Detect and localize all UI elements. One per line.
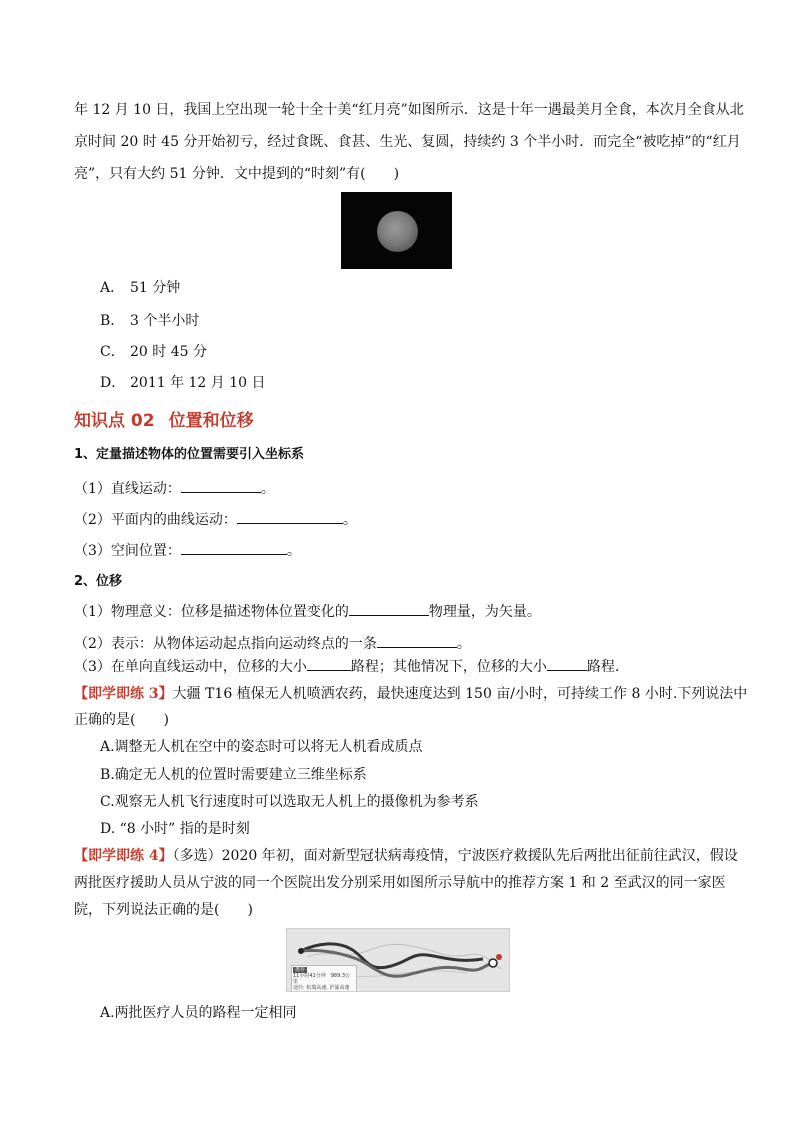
drill-3-answer-b: B.确定无人机的位置时需要建立三维坐标系	[100, 767, 367, 783]
drill-tag: 【即学即练 3】	[74, 686, 173, 702]
drill-3-answer-d: D. “8 小时” 指的是时刻	[100, 821, 250, 837]
answer-blank	[377, 633, 457, 648]
answer-blank	[181, 540, 287, 555]
answer-blank	[181, 478, 261, 493]
drill-tag: 【即学即练 4】	[74, 848, 173, 864]
drill-3-question: 【即学即练 3】大疆 T16 植保无人机喷洒农药，最快速度达到 150 亩/小时，可持续工作 8 小时.下列说法中	[74, 686, 748, 702]
section1-item-2: （2）平面内的曲线运动： 。	[74, 509, 357, 530]
section1-item-1: （1）直线运动： 。	[74, 478, 275, 499]
knowledge-point-code: 知识点 02	[74, 411, 155, 431]
section1-item-3: （3）空间位置： 。	[74, 540, 301, 561]
section2-heading: 2、位移	[74, 574, 123, 589]
answer-blank	[547, 656, 587, 671]
drill-4-answer-a: A.两批医疗人员的路程一定相同	[100, 1005, 297, 1021]
drill-4-question: 【即学即练 4】（多选）2020 年初，面对新型冠状病毒疫情，宁波医疗救援队先后两批出征前往武汉，假设	[74, 848, 738, 864]
question-text-line-1: 年 12 月 10 日，我国上空出现一轮十全十美“红月亮”如图所示．这是十年一遇最美月全食，本次月全食从北	[74, 102, 744, 118]
question-text-line-3: 亮”，只有大约 51 分钟．文中提到的“时刻”有( )	[74, 166, 400, 182]
knowledge-point-title: 位置和位移	[168, 411, 254, 431]
answer-blank	[349, 601, 429, 616]
drill-3-answer-c: C.观察无人机飞行速度时可以选取无人机上的摄像机为参考系	[100, 794, 479, 810]
option-a: A． 51 分钟	[100, 280, 181, 296]
navigation-map-image	[286, 928, 510, 992]
drill-3-answer-a: A.调整无人机在空中的姿态时可以将无人机看成质点	[100, 739, 423, 755]
option-c: C． 20 时 45 分	[100, 344, 207, 360]
answer-blank	[237, 509, 343, 524]
drill-4-question-end: 院，下列说法正确的是( )	[74, 902, 253, 918]
route-legend: 推荐 11小时41分钟 989.3公里 途径: 杭瑞高速, 沪渝高速	[291, 965, 357, 992]
answer-blank	[307, 656, 351, 671]
drill-3-question-cont: 正确的是( )	[74, 712, 169, 728]
section2-item-1: （1）物理意义：位移是描述物体位置变化的 物理量，为矢量。	[74, 601, 541, 622]
section2-item-2: （2）表示：从物体运动起点指向运动终点的一条 。	[74, 633, 471, 654]
drill-4-question-cont: 两批医疗援助人员从宁波的同一个医院出发分别采用如图所示导航中的推荐方案 1 和 2 至武汉的同一家医	[74, 875, 726, 891]
moon-image	[377, 211, 418, 252]
section1-heading: 1、定量描述物体的位置需要引入坐标系	[74, 447, 305, 462]
knowledge-point-heading	[74, 406, 254, 431]
section2-item-3: （3）在单向直线运动中，位移的大小 路程；其他情况下，位移的大小 路程.	[74, 656, 619, 677]
option-b: B． 3 个半小时	[100, 313, 200, 329]
red-moon-photo	[341, 192, 452, 269]
question-text-line-2: 京时间 20 时 45 分开始初亏，经过食既、食甚、生光、复圆，持续约 3 个半小时．而完全“被吃掉”的“红月	[74, 134, 741, 150]
option-d: D． 2011 年 12 月 10 日	[100, 375, 266, 391]
